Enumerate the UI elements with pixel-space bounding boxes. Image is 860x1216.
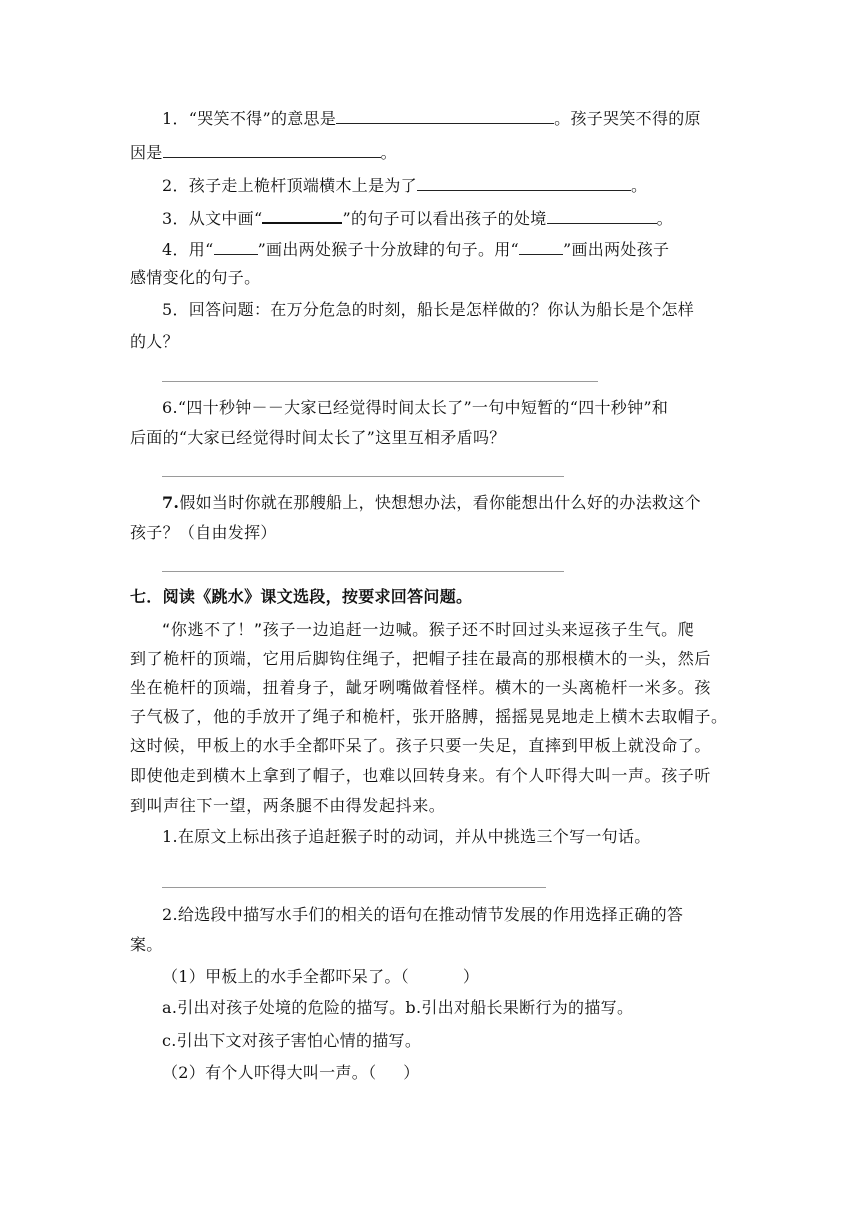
answer-blank[interactable] bbox=[547, 207, 657, 224]
bold-underline-sample bbox=[262, 206, 342, 224]
question-5-line-1: 5．回答问题：在万分危急的时刻，船长是怎样做的？你认为船长是个怎样 bbox=[162, 300, 695, 319]
question-1-line-1 bbox=[162, 107, 701, 130]
option-1-prompt: （1）甲板上的水手全都吓呆了。（ ） bbox=[162, 967, 480, 986]
sub-question-2-line-2: 案。 bbox=[130, 935, 163, 954]
question-4-line-1 bbox=[162, 238, 669, 261]
question-6-answer-line[interactable] bbox=[162, 476, 564, 477]
question-1-text: 1．“哭笑不得”的意思是 bbox=[162, 109, 337, 128]
question-3 bbox=[162, 206, 673, 230]
question-4-text-end: ”画出两处孩子 bbox=[563, 240, 670, 259]
question-5-answer-line[interactable] bbox=[162, 381, 598, 382]
question-7-text: 假如当时你就在那艘船上，快想想办法，看你能想出什么好的办法救这个 bbox=[179, 493, 701, 512]
passage-line: 坐在桅杆的顶端，扭着身子，龇牙咧嘴做着怪样。横木的一头离桅杆一米多。孩 bbox=[130, 678, 712, 697]
question-1-text: 因是 bbox=[130, 143, 163, 162]
sub-question-2-line-1: 2.给选段中描写水手们的相关的语句在推动情节发展的作用选择正确的答 bbox=[162, 905, 684, 924]
question-1-text-end: 。 bbox=[380, 143, 397, 162]
question-2-text-end: 。 bbox=[630, 176, 648, 195]
underline-sample bbox=[214, 238, 258, 255]
question-4-line-2: 感情变化的句子。 bbox=[130, 268, 261, 287]
question-7-answer-line[interactable] bbox=[162, 571, 564, 572]
question-4-text: 4．用“ bbox=[162, 240, 214, 259]
question-3-text-cont: ”的句子可以看出孩子的处境 bbox=[342, 209, 547, 228]
question-5-line-2: 的人？ bbox=[130, 332, 179, 351]
passage-line: 子气极了，他的手放开了绳子和桅杆，张开胳膊，摇摇晃晃地走上横木去取帽子。 bbox=[130, 707, 728, 726]
question-6-line-2: 后面的“大家已经觉得时间太长了”这里互相矛盾吗？ bbox=[130, 428, 506, 447]
question-4-text-cont: ”画出两处猴子十分放肆的句子。用“ bbox=[257, 240, 520, 259]
sub-question-1-answer-line[interactable] bbox=[162, 887, 546, 888]
answer-blank[interactable] bbox=[336, 107, 554, 124]
option-2-prompt: （2）有个人吓得大叫一声。（ ） bbox=[162, 1063, 420, 1082]
question-1-line-2 bbox=[130, 141, 397, 164]
question-6-line-1: 6.“四十秒钟－－大家已经觉得时间太长了”一句中短暂的“四十秒钟”和 bbox=[162, 398, 669, 417]
question-1-text-cont: 。孩子哭笑不得的原 bbox=[554, 109, 701, 128]
choice-c: c.引出下文对孩子害怕心情的描写。 bbox=[162, 1031, 422, 1050]
passage-line: 即使他走到横木上拿到了帽子，也难以回转身来。有个人吓得大叫一声。孩子听 bbox=[130, 766, 712, 785]
passage-line: 到了桅杆的顶端，它用后脚钩住绳子，把帽子挂在最高的那根横木的一头，然后 bbox=[130, 649, 712, 668]
sub-question-1: 1.在原文上标出孩子追赶猴子时的动词，并从中挑选三个写一句话。 bbox=[162, 827, 651, 846]
underline-sample bbox=[519, 238, 563, 255]
question-3-text: 3．从文中画“ bbox=[162, 209, 263, 228]
passage-line: 到叫声往下一望，两条腿不由得发起抖来。 bbox=[130, 796, 446, 815]
question-7-number: 7. bbox=[162, 493, 180, 512]
passage-line: “你逃不了！”孩子一边追赶一边喊。猴子还不时回过头来逗孩子生气。爬 bbox=[162, 620, 695, 639]
answer-blank[interactable] bbox=[417, 174, 631, 191]
choice-a-b: a.引出对孩子处境的危险的描写。b.引出对船长果断行为的描写。 bbox=[162, 998, 634, 1017]
answer-blank[interactable] bbox=[163, 141, 381, 158]
question-3-text-end: 。 bbox=[656, 209, 673, 228]
section-heading: 七．阅读《跳水》课文选段，按要求回答问题。 bbox=[130, 587, 473, 606]
question-7-line-1 bbox=[162, 492, 701, 514]
question-7-line-2: 孩子？（自由发挥） bbox=[130, 523, 277, 542]
passage-line: 这时候，甲板上的水手全都吓呆了。孩子只要一失足，直摔到甲板上就没命了。 bbox=[130, 736, 712, 755]
question-2 bbox=[162, 174, 647, 197]
question-2-text: 2．孩子走上桅杆顶端横木上是为了 bbox=[162, 176, 417, 195]
